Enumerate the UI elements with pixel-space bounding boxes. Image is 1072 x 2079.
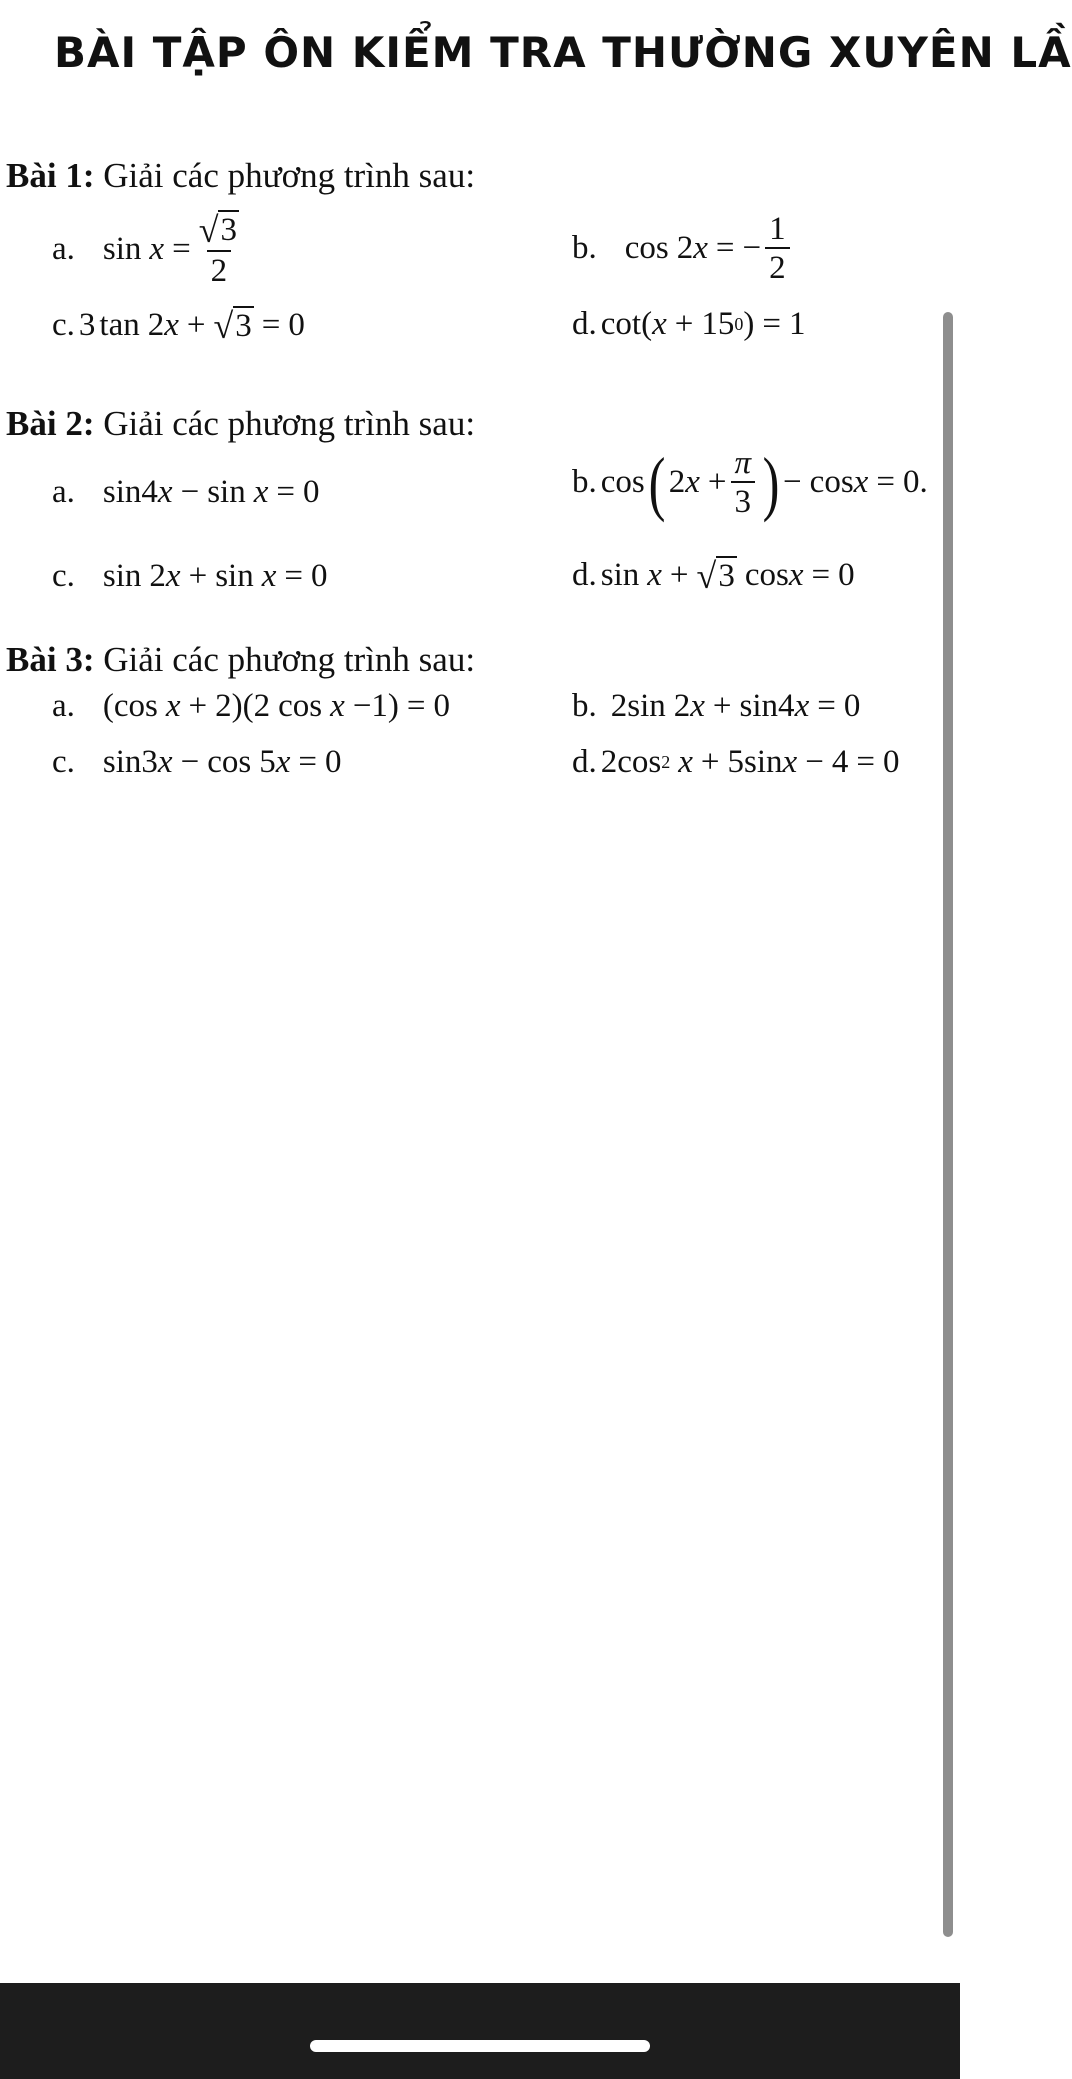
equation: cot( x + 15 0 ) = 1 <box>600 306 806 342</box>
page-title: BÀI TẬP ÔN KIỂM TRA THƯỜNG XUYÊN LẦ <box>54 28 1072 77</box>
equation: sin x = √ 3 2 <box>102 210 237 289</box>
exercise-1c <box>52 306 305 347</box>
equation: sin4 x − sin x = 0 <box>102 474 320 510</box>
exercise-1d <box>572 306 805 343</box>
exercise-2a <box>52 474 320 511</box>
exercise-2-instruction: Giải các phương trình sau: <box>94 404 476 443</box>
vertical-scrollbar[interactable] <box>943 312 953 1937</box>
exercise-1-instruction: Giải các phương trình sau: <box>94 156 476 195</box>
exercise-3-heading <box>6 640 475 680</box>
item-label: c. <box>52 558 75 594</box>
equation: 2sin 2 x + sin4 x = 0 <box>610 688 861 724</box>
equation: sin 2 x + sin x = 0 <box>102 558 328 594</box>
item-label: a. <box>52 230 75 267</box>
equation: 3 tan 2 x + √ 3 = 0 <box>78 306 305 347</box>
exercise-3a <box>52 688 450 725</box>
item-label: c. <box>52 306 75 343</box>
exercise-1-number: Bài 1: <box>6 156 95 195</box>
system-bottom-bar <box>0 1983 960 2079</box>
equation: sin x + √ 3 cos x = 0 <box>600 556 855 597</box>
exercise-2-heading <box>6 404 475 444</box>
exercise-1a <box>52 210 247 289</box>
item-label: c. <box>52 744 75 780</box>
item-label: d. <box>572 744 597 780</box>
item-label: a. <box>52 688 75 724</box>
exercise-2d <box>572 556 855 597</box>
equation: 2cos 2 x + 5sin x − 4 = 0 <box>600 744 900 780</box>
item-label: d. <box>572 556 597 593</box>
item-label: b. <box>572 230 597 267</box>
item-label: b. <box>572 464 597 501</box>
item-label: d. <box>572 306 597 342</box>
exercise-3b <box>572 688 860 725</box>
equation: (cos x + 2)(2 cos x −1) = 0 <box>102 688 451 724</box>
equation: cos ( 2 x + $\frac{\pi}{3}$ ) − cos x = 0. <box>600 442 928 523</box>
exercise-3-instruction: Giải các phương trình sau: <box>94 640 476 679</box>
exercise-2-number: Bài 2: <box>6 404 95 443</box>
exercise-1-heading <box>6 156 475 196</box>
home-indicator[interactable] <box>310 2040 650 2052</box>
exercise-2c <box>52 558 328 595</box>
exercise-3-number: Bài 3: <box>6 640 95 679</box>
item-label: a. <box>52 474 75 510</box>
exercise-3d <box>572 744 899 781</box>
exercise-1b <box>572 212 794 285</box>
item-label: b. <box>572 688 597 724</box>
equation: cos 2 x = − $\frac{1}{2}$ <box>625 212 794 285</box>
exercise-3c <box>52 744 341 781</box>
equation: sin3 x − cos 5 x = 0 <box>102 744 342 780</box>
exercise-2b <box>572 442 928 523</box>
